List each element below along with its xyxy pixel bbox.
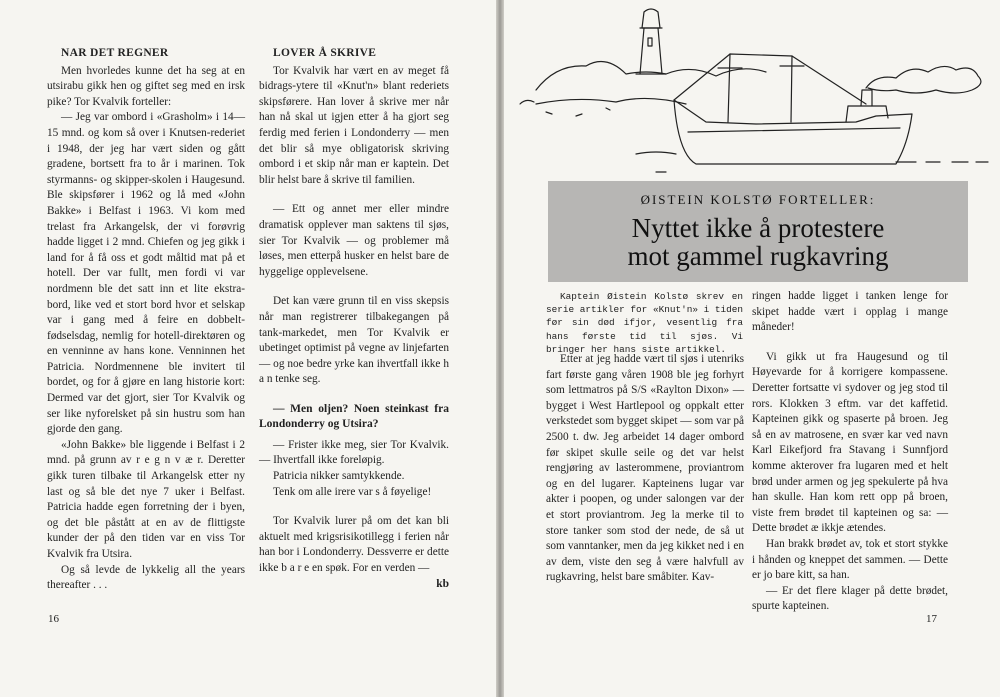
section-subheading: — Men oljen? Noen steinkast fra Londonderry og Utsira? (259, 402, 449, 430)
page-number: 17 (926, 613, 937, 625)
paragraph: Tenk om alle irere var s å føyelige! (273, 485, 432, 498)
intro-paragraph: Kaptein Øistein Kolstø skrev en serie artikler for «Knut'n» i tiden før sin død ifjor, vesentlig fra hans første tid til sjøs. Vi bringer her hans siste artikkel. (546, 291, 743, 355)
paragraph: Og så levde de lykkelig all the years thereafter . . . (47, 563, 245, 592)
headline-kicker: ØISTEIN KOLSTØ FORTELLER: (640, 192, 876, 207)
paragraph: Tor Kvalvik lurer på om det kan bli aktuelt med krigsrisikotillegg i ferien når han bor i Londonderry. Dessverre er dette ikke b a r e en spøk. For en verden — (259, 515, 449, 575)
page-gutter (496, 0, 504, 697)
right-column-2 (752, 289, 948, 615)
headline-title-line-2: mot gammel rugkavring (627, 241, 889, 271)
article-headline-box (548, 181, 968, 282)
article-intro (546, 290, 743, 356)
left-column-1 (47, 46, 245, 594)
paragraph: — Frister ikke meg, sier Tor Kvalvik. — Ihvertfall ikke foreløpig. (259, 438, 449, 467)
paragraph: Tor Kvalvik har vært en av meget få bidrags-ytere til «Knut'n» blant rederiets skipsførere. Han lover å skrive mer når han nå skal ut igjen etter å ha gjort seg ferdig med ferien i Londonderry — men det blir så mye obligatorisk skriving ombord i et skip når man er kaptein. Det blir helst bare å skrive til familien. (259, 64, 449, 186)
right-page (504, 0, 1000, 697)
signature: kb (436, 577, 449, 590)
paragraph: Men hvorledes kunne det ha seg at en utsirabu gikk hen og giftet seg med en irsk pike? Tor Kvalvik forteller: (47, 64, 245, 108)
paragraph: — Jeg var ombord i «Grasholm» i 14— 15 mnd. og kom så over i Knutsen-rederiet i 1948, der jeg har vært siden og gått gradene, bortsett fra to år i marinen. Tok styrmanns- og skipper-skolen i Haugesund. Ble skipsfører i 1962 og lå med «John Bakke» i Belfast i 1963. Vi kom med trelast fra Arkangelsk, der vi forøvrig hadde ligget i 2 mnd. Chiefen og jeg gikk i land for å få oss et godt måltid mat på et hotell. Der var fullt, men fordi vi var nordmenn ble det satt inn et lite ekstra-bord, like ved et stort bord hvor et selskap var i gang med å feire en dobbelt-fødselsdag, nemlig for hotell-direktøren og en venninne av hans kone. Venninnen het Patricia. Nordmennene ble invitert til bordet, og for å gjøre en lang historie kort: Dermed var det gjort, sier Tor Kvalvik og ser like nyforelsket på sin hustru som han gjorde den gang. (47, 111, 245, 436)
section-heading: LOVER Å SKRIVE (273, 47, 377, 59)
paragraph: «John Bakke» ble liggende i Belfast i 2 mnd. på grunn av r e g n v æ r. Deretter gikk turen tilbake til Arkangelsk etter ny last og så ble det nye 7 uker i Belfast. Patricia hadde egen forretning der i byen, og det ble påstått at en av de flittigste kunder der på den tiden var en viss Tor Kvalvik fra Utsira. (47, 438, 245, 560)
paragraph: — Er det flere klager på dette brødet, spurte kapteinen. (752, 584, 948, 613)
left-page (0, 0, 496, 697)
paragraph: Vi gikk ut fra Haugesund og til Høyevarde for å korrigere kompassene. Deretter fortsatte vi sydover og jeg stod til rors. Klokken 3 eftm. var det kaffetid. Kapteinen gikk og spaserte på broen. Jeg så en av matrosene, en svær kar ved navn Karl Eikefjord fra Stavang i Sunnfjord komme akterover fra lugaren med et helt brød under armen og jeg spekulerte på hva han skulle. Han kom rett opp på broen, viste frem brødet til kapteinen og sa: — Dette brødet æ ikkje ætendes. (752, 350, 948, 535)
paragraph: — Ett og annet mer eller mindre dramatisk opplever man saktens til sjøs, sier Tor Kvalvik — og problemer må løses, men etterpå husker en helst bare de hyggelige opplevelsene. (259, 203, 449, 278)
ship-lighthouse-sketch-icon (516, 4, 996, 179)
section-heading: NAR DET REGNER (61, 47, 169, 59)
right-column-1 (546, 352, 744, 586)
paragraph: Etter at jeg hadde vært til sjøs i utenriks fart første gang våren 1908 ble jeg forhyrt som lettmatros på S/S «Raylton Dixon» — bygget i West Hartlepool og oppkalt etter verkstedet som bygget skipet — som var på 2500 t. dw. Jeg arbeidet 14 dager ombord før skipet skulle seile og det var helst rengjøring av lasterommene, proviantrom og en del lugarer. Kapteinens lugar var akter i poopen, og under salongen var der et stort proviantrom. Jeg la merke til to store tanker som stod der nede, de så ut som vanntanker, men da jeg kikket ned i en av dem, viste den seg å være halvfull av rugkavring, helst bare småbiter. Kav- (546, 353, 744, 584)
headline-title-line-1: Nyttet ikke å protestere (631, 213, 885, 243)
paragraph: Det kan være grunn til en viss skepsis når man registrerer tilbakegangen på tank-markedet, men Tor Kvalvik er ubetinget optimist på vegne av linjefarten — og noe bedre yrke kan ihvertfall ikke h a n tenke seg. (259, 295, 449, 386)
paragraph: ringen hadde ligget i tanken lenge for skipet hadde vært i opplag i mange måneder! (752, 290, 948, 334)
paragraph: Han brakk brødet av, tok et stort stykke i hånden og kneppet det sammen. — Dette er jo bare kitt, sa han. (752, 537, 948, 582)
paragraph: Patricia nikker samtykkende. (273, 470, 405, 483)
left-column-2 (259, 46, 449, 592)
page-number: 16 (48, 613, 59, 625)
